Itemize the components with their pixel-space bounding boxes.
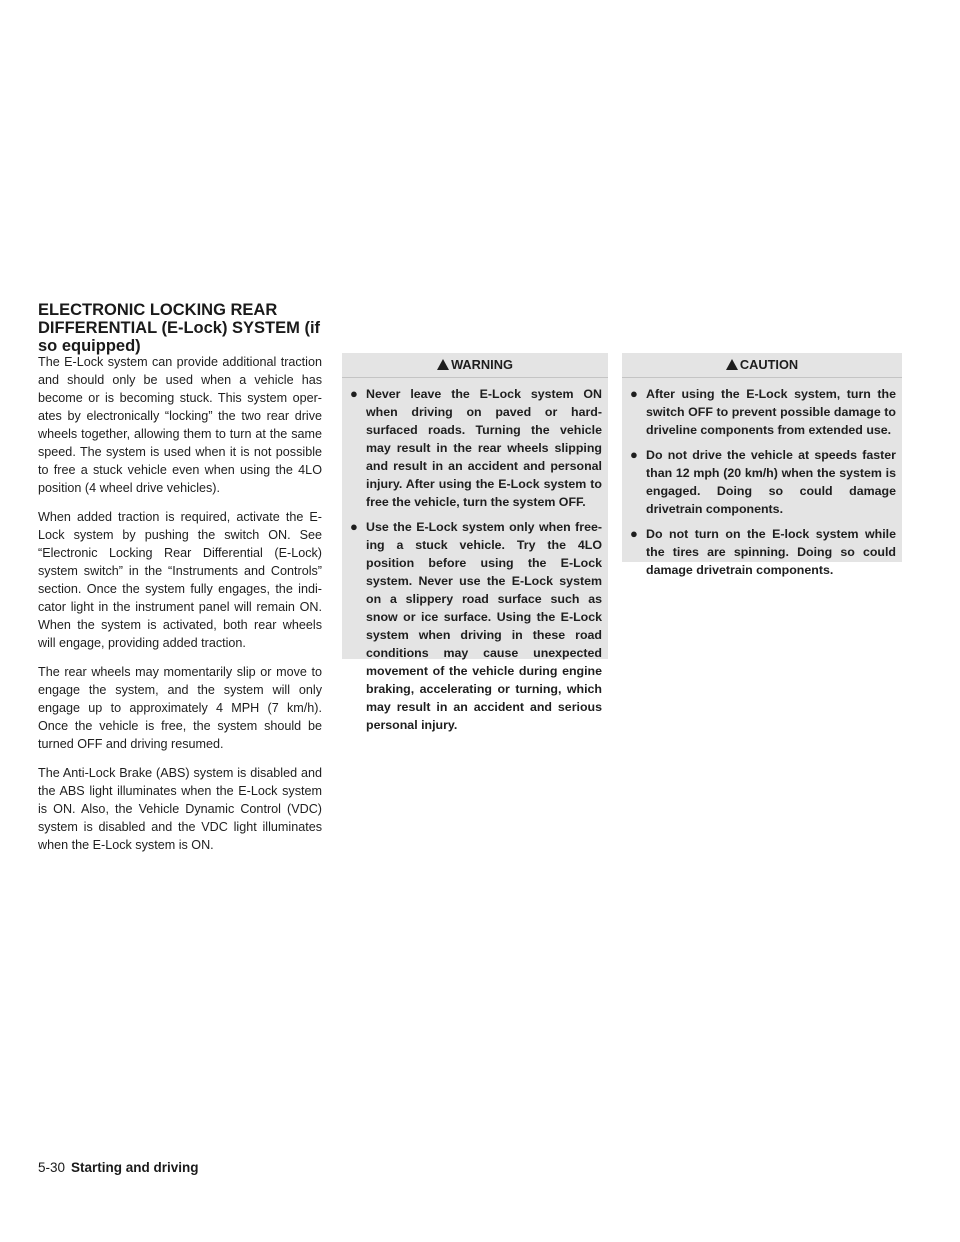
body-paragraph: The Anti-Lock Brake (ABS) system is disabled and the ABS light illuminates when the E-Lock system is ON. Also, the Vehicle Dynamic Control (VDC) system is disabled and the VDC light illuminates when the E-Lock system is ON. xyxy=(38,766,322,852)
warning-item xyxy=(350,518,602,734)
warning-item-text: Never leave the E-Lock system ON when driving on paved or hard-surfaced roads. Turning the vehicle may result in the rear wheels slipping and result in an accident and personal injury. After using the E-Lock system to free the vehicle, turn the system OFF. xyxy=(366,387,602,509)
warning-item-text: Use the E-Lock system only when freeing a stuck vehicle. Try the 4LO position before using the E-Lock system. Never use the E-Lock system on a slippery road surface such as snow or ice surface. Using the E-Lock system when driving in these road conditions may cause unexpected movement of the vehicle during engine braking, accelerating or turning, which may result in an accident and serious personal injury. xyxy=(366,520,602,732)
caution-title xyxy=(622,353,902,378)
caution-item-text: Do not drive the vehicle at speeds faster than 12 mph (20 km/h) when the system is engaged. Doing so could damage drivetrain components. xyxy=(646,448,896,516)
caution-title-text: CAUTION xyxy=(739,357,799,372)
caution-item xyxy=(630,525,896,579)
bullet: ● xyxy=(350,386,358,401)
warning-item xyxy=(350,385,602,511)
page-number: 5-30 xyxy=(38,1160,66,1175)
caution-item xyxy=(630,385,896,439)
warning-box xyxy=(342,353,608,732)
warning-triangle-icon xyxy=(437,359,449,370)
bullet: ● xyxy=(630,526,638,541)
warning-triangle-icon xyxy=(726,359,738,370)
warning-title-text: WARNING xyxy=(451,357,513,372)
bullet: ● xyxy=(350,519,358,534)
warning-title xyxy=(342,353,608,378)
bullet: ● xyxy=(630,447,638,462)
warning-list xyxy=(350,385,602,734)
footer-section-title: Starting and driving xyxy=(71,1160,199,1175)
caution-item-text: After using the E-Lock system, turn the switch OFF to prevent possible damage to driveline components from extended use. xyxy=(646,387,896,437)
body-paragraph: The E-Lock system can provide additional traction and should only be used when a vehicle has become or is becoming stuck. This system operates by electronically “locking” the two rear drive wheels together, allowing them to turn at the same speed. The system is used when it is not possible to free a stuck vehicle even when using the 4LO position (4 wheel drive vehicles). xyxy=(38,355,322,495)
caution-list xyxy=(630,385,896,579)
body-text-column xyxy=(38,353,322,865)
section-heading: ELECTRONIC LOCKING REAR DIFFERENTIAL (E-Lock) SYSTEM (if so equipped) xyxy=(38,301,321,355)
bullet: ● xyxy=(630,386,638,401)
body-paragraph: When added traction is required, activate the E-Lock system by pushing the switch ON. See “Electronic Locking Rear Differential (E-Lock) system switch” in the “Instruments and Controls” section. Once the system fully engages, the indicator light in the instrument panel will remain ON. When the system is activated, both rear wheels will engage, providing added traction. xyxy=(38,510,322,650)
caution-item-text: Do not turn on the E-lock system while the tires are spinning. Doing so could damage drivetrain components. xyxy=(646,527,896,577)
page-footer xyxy=(38,1160,199,1175)
body-paragraph: The rear wheels may momentarily slip or move to engage the system, and the system will only engage up to approximately 4 MPH (7 km/h). Once the vehicle is free, the system should be turned OFF and driving resumed. xyxy=(38,665,322,751)
caution-box xyxy=(622,353,902,577)
caution-item xyxy=(630,446,896,518)
